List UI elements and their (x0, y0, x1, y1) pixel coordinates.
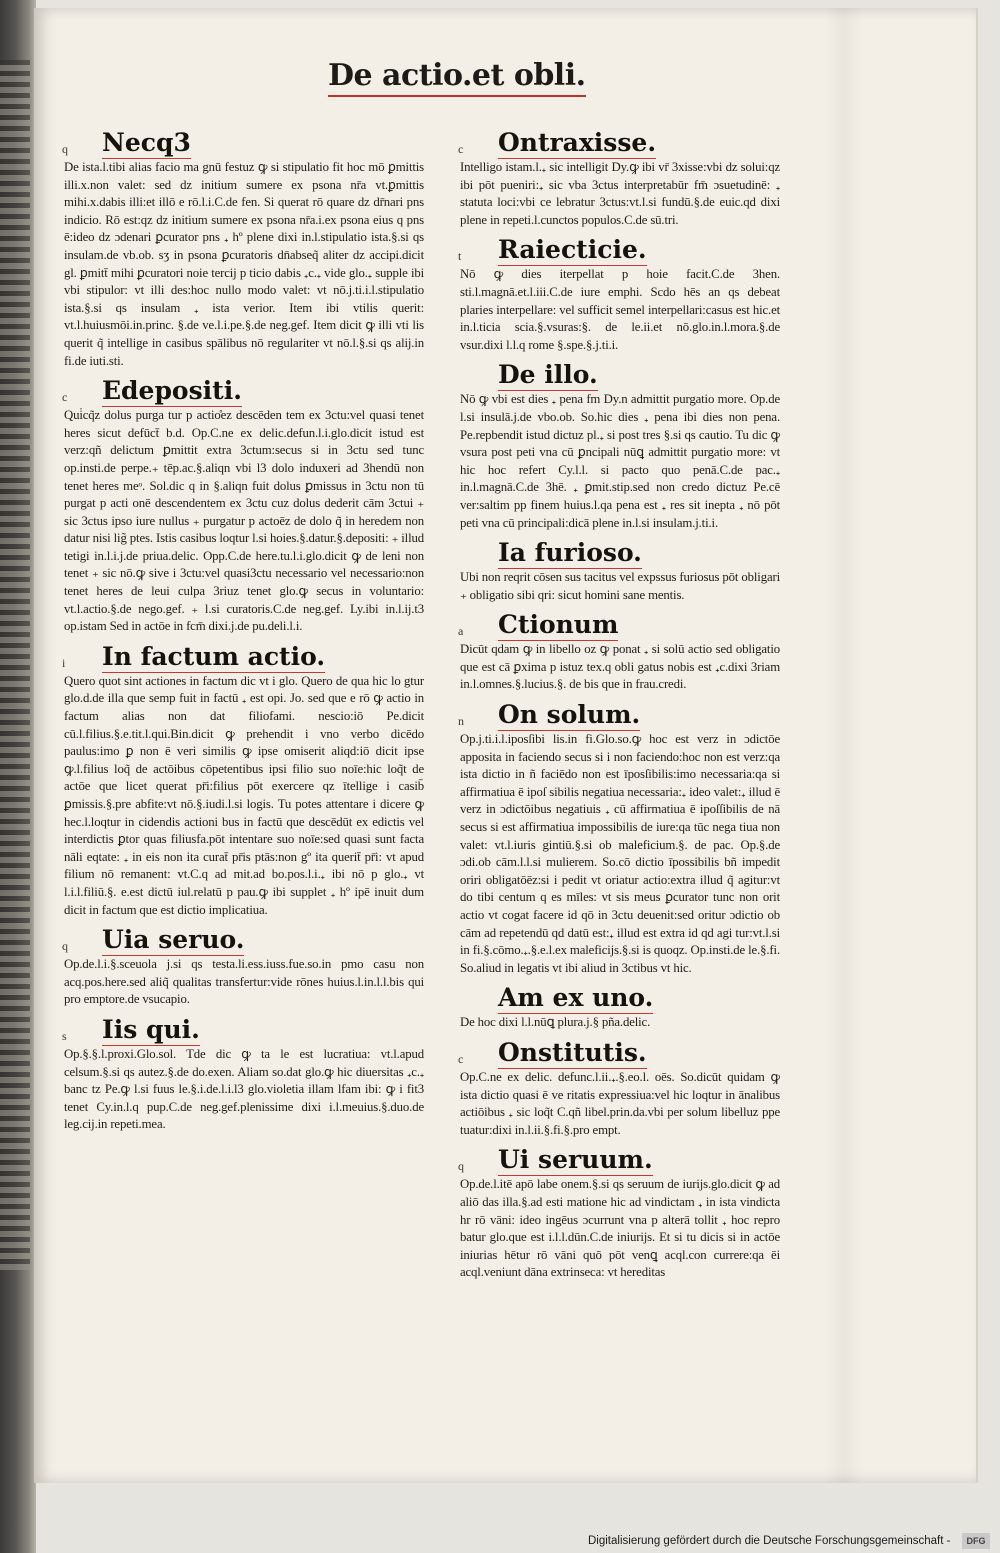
lemma-heading: Ia furioso. (498, 538, 642, 568)
gloss-text: Intelligo istam.l.₊ sic intelligit Dy.ꝙ ibi vr̄ 3xisse:vbi dz solui:qz ibi pōt pueniri:₊ sic vba 3ctus interpretabūr fm̄ ɔsuetudinē: ₊ statuta loci:vbi ce lebratur 3ctus:vt.l.si fundū.§.de euic.qd dixi plene in repeti.l.cunctos populos.C.de sū.tri. (460, 160, 780, 227)
lemma-heading: In factum actio. (102, 641, 326, 671)
gloss-section (460, 1145, 780, 1282)
gloss-section (460, 360, 780, 532)
gloss-text: Nō ꝙ dies iterpellat p hoie facit.C.de 3hen. sti.l.magnā.et.l.iii.C.de iure emphi. Scdo hēs an qs debeat plaries interpellare: vel sufficit semel interpellari:casus est hic.et in.l.ticia scia.§.vsuras:§. de le.ii.et nō.glo.in.l.mora.§.de vsur.dixi l.l.q rome §.spe.§.j.ti.i. (460, 267, 780, 352)
lemma-heading: Necq3 (102, 128, 191, 157)
marginal-signature: c (458, 142, 464, 156)
right-text-column (460, 128, 780, 1288)
lemma-heading: Am ex uno. (498, 983, 654, 1013)
gloss-text: Op.j.ti.i.l.iposſibi lis.in fi.Glo.so.ꝙ hoc est verz in ɔdictōe apposita in faciendo secus si i non faciendo:hoc non est verz:qa ista dictio in ñ faciēdo non est īposſibilis:imo necessaria:qa si affirmatiua ē ipoſ sibilis negatiua necessaria:₊ ideo valet:₊ illud ē verz in ɔdictōibus negatiuis ₊ cū affirmatiua ē ipoſſibilis de nā secus si est affirmatiua impossibilis de iure:qa tūc nega tiua non valet: vt.l.iuris gintiū.§.si ob maleficium.§. de pac. Op.§.de ɔdi.ob cām.l.l.si mulierem. So.cō dictio īpossibilis bñ impedit oriri obligatōēz:si i pedit vt oriatur actio:extra illud q̃ agitur:vt do tibi centum q es mīles: vt sis meus ꝑcurator tunc non orit actio vt cogat facere id qō in 3ctu deuenit:sed oritur ɔdictio ob cām ad repetendū qd datū est:₊ illud est extra id qd agi tur:vt.l.si in fi.§.cōmo.₊.§.e.l.ex maleficijs.§.si is quoqz. Op.insti.de le.§.fi. So.aliud in legatis vt ibi aliud in 3ctibus vt hic. (460, 732, 780, 975)
lemma-heading: Ctionum (498, 610, 619, 640)
gloss-section (64, 1015, 424, 1134)
page-fold-shadow (824, 8, 864, 1483)
gloss-text: Dicūt qdam ꝙ in libello oz ꝙ ponat ₊ si solū actio sed obligatio que est cā ꝑxima p istuz tex.q obli gatus nobis est ₊c.dixi 3riam in.l.omnes.§.lucius.§. de bis que in frau.credi. (460, 642, 780, 692)
gloss-text: Op.C.ne ex delic. defunc.l.ii.₊.§.eo.l. oēs. So.dicūt quidam ꝙ ista dictio quasi ē ve ritatis expressiua:vel hic loqtur in ānalibus actiōibus ₊ sic loq̃t C.qñ libel.prin.da.vbi per solum libelluz ppe tuatur:dixi in.l.ii.§.fi.§.pro empt. (460, 1069, 780, 1137)
gloss-section (460, 1038, 780, 1139)
lemma-heading: Edepositi. (102, 376, 242, 406)
marginal-signature: q (62, 939, 68, 954)
gloss-section (460, 610, 780, 694)
digitization-credit: Digitalisierung gefördert durch die Deutsche Forschungsgemeinschaft - (588, 1535, 951, 1547)
gloss-section (460, 128, 780, 229)
gloss-text: Op.de.l.itē apō labe onem.§.si qs seruum de iurijs.glo.dicit ꝙ ad aliō das illa.§.ad esti matione hic ad vindictam ₊ in ista vindicta hr rō vāni: ideo ingēus ɔcurrunt vna p alterā tollit ₊ hoc repro batur glo.que est i.l.l.dūn.C.de iniurijs. Et si tu dicis si in actōe iniurias hētur rō vāni quō pōt venꝗ acql.con currere:qa ēi acql.veniunt dāna extrinseca: vt hereditas (460, 1177, 780, 1280)
lemma-heading: On solum. (498, 700, 641, 730)
left-text-column (64, 128, 424, 1140)
lemma-heading: Raiecticie. (498, 235, 647, 265)
lemma-heading: Uia seruo. (102, 925, 245, 955)
gloss-section (460, 983, 780, 1032)
gloss-text: Ubi non reqrit cōsen sus tacitus vel expssus furiosus pōt obligari ₊ obligatio sibi qri: sicut homini sane mentis. (460, 570, 780, 602)
gloss-section (64, 925, 424, 1009)
marginal-signature: n (458, 714, 464, 729)
facing-page-edge (0, 60, 30, 1270)
lemma-heading: Ui seruum. (498, 1145, 653, 1175)
gloss-text: Nō ꝙ vbi est dies ₊ pena fm Dy.n admittit purgatio more. Op.de l.si insulā.j.de vbo.ob. So.hic dies ₊ pena ibi dies non pena. Pe.repbendit istud dictuz pl.₊ si post tres §.si qs cautio. Tu dic ꝙ vsura post peti vna cū ꝑncipali nūꝗ admittit purgatio more: vt hic hoc refert Cy.l.l. si pacto quo penā.C.de pac.₊ in.l.magnā.C.de 3hē. ₊ ꝑmit.stip.sed non credo dictuz Pe.cē ver:saltim pp finem huius.l.qa pena est ₊ res sit inepta ₊ nō pōt peti vna cū principali:dicā plene in.l.si insulam.j.ti.i. (460, 392, 780, 530)
gloss-text: Qui̇cq̃z dolus purga tur p actio̊ez descēden tem ex 3ctu:vel quasi tenet heres sicut defūct̄ b.d. Op.C.ne ex delic.defun.l.i.glo.dicit istud est verz:qñ delictum ꝑmittit extra 3ctum:secus si in 3ctu sed tunc op.insti.de perpe.₊ tēp.ac.§.aliqn vbi l3 dolo induxeri ad 3hendū non tenet heres meᵒ. Sol.dic q in §.aliqn fuit dolus ꝑmissus in 3ctu non tū purgat p acti onē descendentem ex 3ctu cuz dolus dederit cām 3ctui ₊ sic 3ctus ipso iure nullus ₊ purgatur p actoēz de dolo q̃ in heredem non datur nisi lig̃ ptes. Istis casibus loqtur l.si hoies.§.datur.§.depositi: ₊ illud tetigi in.l.i.j.de priua.delic. Opp.C.de here.tu.l.i.glo.dicit ꝙ de leni non tenet ₊ sic nō.ꝙ sive i 3ctu:vel quasi3ctu necessario vel necessario:non tenet heres de leui culpa 3riuz tenet glo.ꝙ secus in voluntario: vt.l.actio.§.de nego.gef. ₊ l.si curatoris.C.de neg.gef. Ly.ibi in.l.ij.t3 op.istam Sed in actōe in fcm̄ dixi.j.de pu.deli.l.i. (64, 408, 424, 634)
dfg-logo: DFG (962, 1533, 990, 1549)
marginal-signature: q (62, 142, 68, 156)
gloss-text: Op.de.l.i.§.sceuola j.si qs testa.li.ess.iuss.fue.so.in pmo casu non acq.pos.here.sed aliq̃ qualitas transfertur:vide rōnes huius.l.in.l.l.bis qui pro emptore.de vsucapio. (64, 957, 424, 1007)
marginal-signature: c (62, 390, 68, 405)
marginal-signature: i (62, 655, 66, 670)
marginal-signature: t (458, 249, 462, 264)
running-head: De actio.et obli. (328, 58, 586, 97)
marginal-signature: q (458, 1159, 464, 1174)
gloss-section (460, 700, 780, 977)
marginal-signature: a (458, 624, 464, 639)
lemma-heading: De illo. (498, 360, 598, 390)
gloss-section (460, 235, 780, 354)
gloss-section (460, 538, 780, 604)
gloss-text: De hoc dixi l.l.nūꝗ plura.j.§ pña.delic. (460, 1015, 651, 1030)
lemma-heading: Onstitutis. (498, 1037, 647, 1067)
lemma-heading: Ontraxisse. (498, 128, 657, 157)
gloss-text: Op.§.§.l.proxi.Glo.sol. Tde dic ꝙ ta le est lucratiua: vt.l.apud celsum.§.si qs autez.§.de do.exen. Aliam so.dat glo.ꝙ hic diuersitas ₊c.₊ banc tz Pe.ꝙ l.si fuus le.§.i.de.l.i.l3 glo.violetia illam lfam ibi: ꝙ i fit3 tenet Cy.in.l.q pup.C.de neg.gef.plenissime dixi i.l.meuius.§.duo.de leg.cij.in repeti.mea. (64, 1046, 424, 1132)
gloss-section (64, 376, 424, 636)
gloss-text: De ista.l.tibi alias facio ma gnū festuz ꝙ si stipulatio fit hoc mō ꝑmittis illi.x.non valet: sed dz initium sumere ex psona nr̄a vt.ꝑmittis mihi.x.dabis illi:et illō e rō.l.i.C.de fen. Si querat rō quare dz dr̄nari pns indicio. Rō est:qz dz initium sumere ex psona nr̄a.i.ex psona eius q pns ē:ideo dz ɔdenari ꝑcurator pns ₊ hº plene dixi in.l.stipulatio ista.§.si qs insulam.de vb.ob. sʒ in psona ꝑcuratoris dn̄abseq̃ aliter dz accipi.dicit gl. ꝑmitt̄ mihi ꝑcuratori noie tercij p ticio dabis ₊c.₊ vide glo.₊ supple ibi vbi stipulor: vt illi des:hoc nullo modo valet: vt nō.j.ti.i.l.stipulatio ista.§.si qs insulam ₊ ista verior. Item ibi vtilis querit: vt.l.huiusmōi.in.princ. §.de ve.l.i.pe.§.de neg.gef. Item dicit ꝙ illi vti lis querit q̃ intellige in casibus spālibus nō regulariter vt nō.l.§.si qs alij.in fi.de iuti.sti. (64, 160, 424, 368)
lemma-heading: Iis qui. (102, 1014, 200, 1044)
marginal-signature: s (62, 1028, 67, 1043)
gloss-section (64, 128, 424, 370)
marginal-signature: c (458, 1051, 464, 1066)
gloss-section (64, 642, 424, 919)
gloss-text: Quero quot sint actiones in factum dic vt i glo. Quero de qua hic lo gtur glo.d.de illa que semp fuit in factū ₊ est opi. Jo. sed que e rō ꝙ actio in factum alias non dat filiofami. nescio:iō Pe.dicit cū.l.filius.§.e.tit.l.qui.Bin.dicit ꝙ prehendit i vno verbo dicēdo paulus:imo ꝑ non ē veri similis ꝙ ipse omiserit aliqd:iō dicit ipse ꝙ.l.filius loq̃ de actōibus cōpetentibus ipsi filio suo noīe:hic loq̃t de actōe que licet querat pr̄i:filius pōt exercere qz ītellige i casib̄ ꝑmissis.§.pre abfite:vt nō.§.iudi.l.si logis. Tu potes attentare i dicere ꝙ hec.l.loqtur in cidendis actioni bus in factū que descēdūt ex edictis vel interdictis ꝑtor quas filiusfa.pōt intentare suo noīe:sed quasi sunt facta nāli eqtate: ₊ in eis non ita curat̄ pr̄is ptās:non gº ita querit̄ pr̄i: vt apud filium nō remanent: vt.C.q ad mit.ad bo.pos.l.i.₊ ibi nō p glo.₊ vt l.i.l.filiū.§. e.est dictū iul.relatū p pau.ꝙ ibi supplet ₊ hº ipē inuit dum dicit in factum que est dictio implicatiua. (64, 673, 424, 917)
